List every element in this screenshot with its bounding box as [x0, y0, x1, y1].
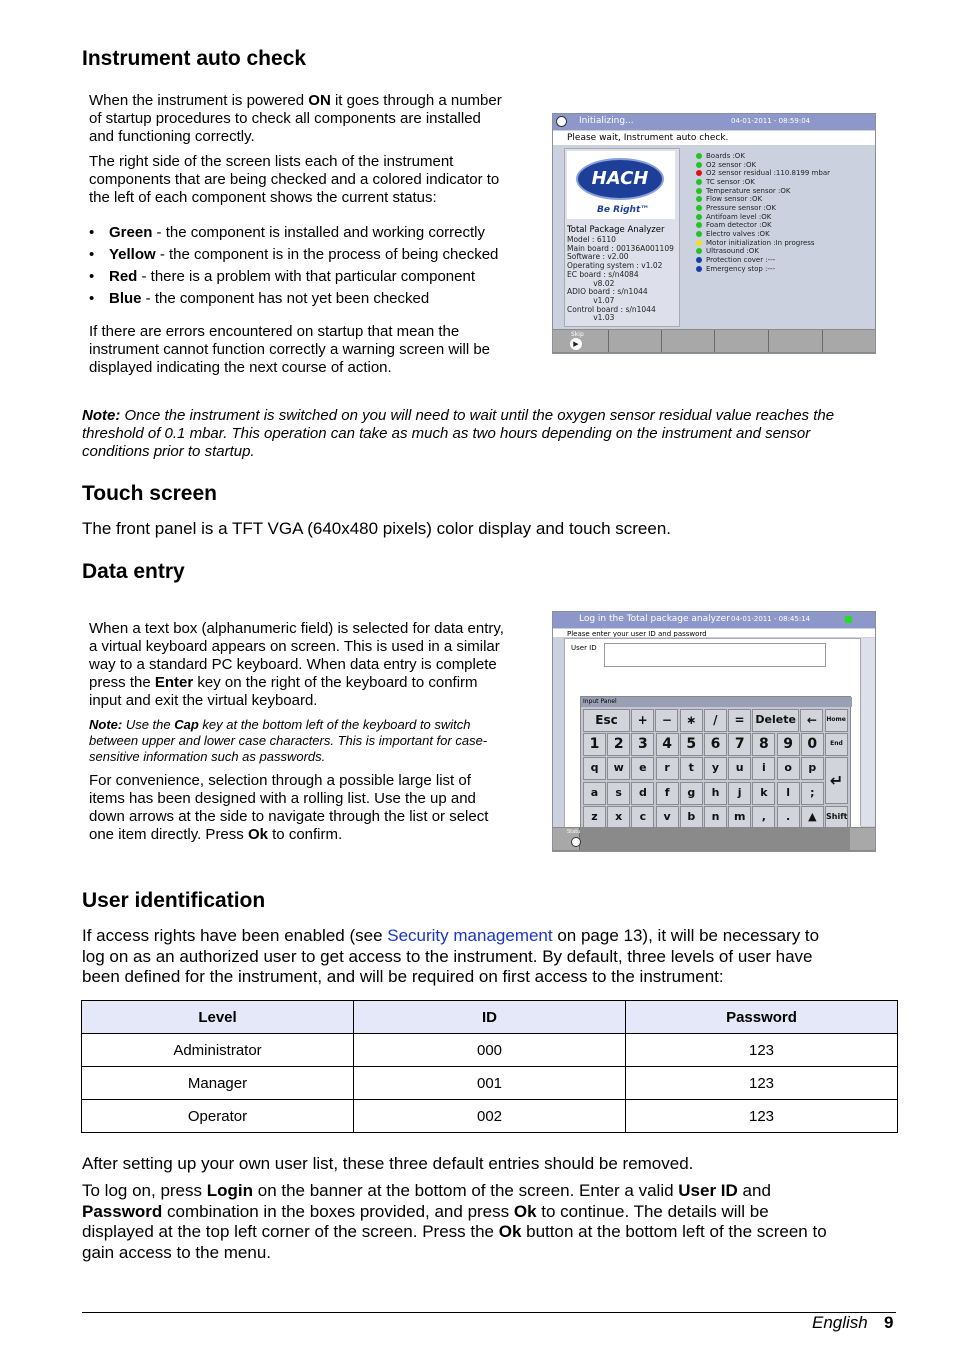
bold-text: Ok [513, 1201, 537, 1221]
keyboard-key[interactable]: − [655, 709, 678, 732]
text: If there are errors encountered on startup that mean the [89, 323, 460, 340]
keyboard-key[interactable]: u [728, 757, 751, 780]
user-id-paragraph-1 [82, 926, 912, 988]
status-dot-icon [696, 231, 702, 237]
text: log on as an authorized user to get access to the instrument. By default, three levels of user have [82, 946, 813, 966]
keyboard-key[interactable]: w [607, 757, 630, 780]
text: and functioning correctly. [89, 128, 255, 145]
touch-screen-paragraph: The front panel is a TFT VGA (640x480 pixels) color display and touch screen. [82, 519, 672, 538]
keyboard-key[interactable]: 6 [704, 733, 727, 756]
status-dot-icon [696, 248, 702, 254]
screen-title: Log in the Total package analyzer [579, 614, 730, 624]
table-row [82, 1100, 898, 1133]
keyboard-key[interactable]: j [728, 782, 751, 805]
note-label: Note: [82, 407, 121, 424]
text: When a text box (alphanumeric field) is selected for data entry, [89, 620, 504, 637]
keyboard-key[interactable]: s [607, 782, 630, 805]
play-icon: ▶ [570, 338, 582, 350]
scrollbar[interactable] [860, 638, 875, 826]
bold-text: User ID [678, 1181, 738, 1200]
keyboard-key[interactable]: x [607, 806, 630, 829]
status-dot-icon [696, 222, 702, 228]
info-line: Software : v2.00 [567, 252, 629, 262]
table-cell: 123 [626, 1067, 898, 1100]
bold-text: Login [206, 1181, 254, 1200]
list-item [89, 222, 539, 244]
info-line: v1.03 [567, 313, 615, 323]
bottom-button[interactable] [850, 828, 875, 850]
keyboard-key[interactable]: p [801, 757, 824, 780]
component-label: Pressure sensor :OK [706, 203, 776, 212]
screen-title-bar [553, 114, 875, 130]
keyboard-key[interactable]: y [704, 757, 727, 780]
component-status-item [696, 230, 830, 239]
component-status-item [696, 161, 830, 170]
bold-text: Blue [109, 290, 142, 307]
screen-bottom-bar [553, 827, 875, 851]
text: The right side of the screen lists each of the instrument [89, 153, 454, 170]
keyboard-key[interactable]: i [752, 757, 775, 780]
keyboard-key[interactable]: m [728, 806, 751, 829]
text: items has been designed with a rolling list. Use the up and [89, 790, 476, 807]
bold-text: Red [109, 268, 138, 285]
keyboard-key[interactable]: e [631, 757, 654, 780]
bottom-button[interactable] [609, 330, 662, 352]
table-header-row [82, 1001, 898, 1034]
text: on page 13), it will be necessary to [552, 926, 820, 945]
text: Use the [122, 717, 175, 732]
bold-text: Password [82, 1201, 163, 1221]
keyboard-key[interactable]: 5 [680, 733, 703, 756]
hach-logo [567, 151, 675, 219]
component-label: Antifoam level :OK [706, 212, 772, 221]
hach-logo-badge [576, 158, 664, 200]
screen-subtitle: Please wait, Instrument auto check. [567, 133, 729, 143]
table-row [82, 1034, 898, 1067]
component-label: TC sensor :OK [706, 177, 755, 186]
keyboard-key[interactable]: 9 [777, 733, 800, 756]
screen-title: Initializing... [579, 116, 634, 126]
device-info [567, 236, 674, 323]
component-status-item [696, 256, 830, 265]
data-entry-paragraph-1 [89, 620, 544, 710]
logo-tagline: Be Right™ [597, 205, 650, 215]
keyboard-key[interactable]: t [680, 757, 703, 780]
text: of startup procedures to check all components are installed [89, 110, 481, 127]
product-name: Total Package Analyzer [567, 225, 665, 235]
text: - the component is installed and working correctly [152, 224, 486, 241]
user-id-paragraph-3 [82, 1181, 912, 1263]
skip-button[interactable] [553, 330, 609, 352]
text: to confirm. [267, 826, 343, 843]
text: on the banner at the bottom of the screen. Enter a valid [253, 1181, 679, 1200]
info-line: ADIO board : s/n1044 [567, 287, 648, 297]
screen-title-bar [553, 612, 875, 628]
bold-text: Enter [154, 674, 194, 691]
bottom-button[interactable] [769, 330, 823, 352]
keyboard-key[interactable]: 0 [801, 733, 824, 756]
section-title-data-entry: Data entry [82, 560, 185, 583]
keyboard-key[interactable]: o [777, 757, 800, 780]
component-status-item [696, 195, 830, 204]
keyboard-key[interactable]: End [825, 733, 848, 756]
screen-bottom-bar [553, 329, 875, 353]
auto-check-paragraph-3 [89, 323, 539, 377]
keyboard-key[interactable]: c [631, 806, 654, 829]
table-cell: 123 [626, 1100, 898, 1133]
section-title-auto-check: Instrument auto check [82, 47, 307, 70]
component-status-item [696, 204, 830, 213]
component-label: Boards :OK [706, 152, 745, 160]
info-panel [564, 148, 680, 327]
keyboard-key[interactable]: ▲ [801, 806, 824, 829]
text: displayed at the top left corner of the screen. Press the [82, 1222, 499, 1241]
keyboard-key[interactable]: n [704, 806, 727, 829]
bottom-button[interactable] [715, 330, 769, 352]
keyboard-key[interactable]: Esc [583, 709, 630, 732]
status-dot-icon [696, 257, 702, 263]
text: key at the bottom left of the keyboard to switch [198, 717, 471, 732]
component-status-item [696, 265, 830, 274]
note-label: Note: [89, 717, 123, 732]
input-panel-title: Input Panel [581, 697, 852, 707]
table-cell: 000 [354, 1034, 626, 1067]
component-status-list [696, 152, 830, 273]
bold-text: ON [308, 92, 331, 109]
status-color-list [89, 222, 539, 310]
keyboard-key[interactable]: ← [800, 709, 823, 732]
info-line: Operating system : v1.02 [567, 261, 663, 271]
text: one item directly. Press [89, 826, 248, 843]
text: gain access to the menu. [82, 1242, 272, 1262]
table-cell: Manager [82, 1067, 354, 1100]
table-cell: 123 [626, 1034, 898, 1067]
text: Once the instrument is switched on you will need to wait until the oxygen sensor residual value reaches the [120, 407, 835, 424]
screen-datetime: 04-01-2011 - 08:45:14 [731, 615, 811, 623]
bold-text: Yellow [109, 246, 156, 263]
screen-subtitle-bar [553, 131, 875, 145]
text: input and exit the virtual keyboard. [89, 692, 318, 709]
text: If access rights have been enabled (see [82, 926, 388, 945]
keyboard-key[interactable]: 1 [583, 733, 606, 756]
keyboard-key[interactable]: 2 [607, 733, 630, 756]
status-dot-icon [696, 266, 702, 272]
component-status-item [696, 187, 830, 196]
text: conditions prior to startup. [82, 443, 255, 460]
status-dot-icon [696, 240, 702, 246]
keyboard-key[interactable]: 7 [728, 733, 751, 756]
status-dot-icon [696, 179, 702, 185]
component-status-item [696, 178, 830, 187]
component-label: O2 sensor :OK [706, 160, 757, 169]
text: sensitive information such as passwords. [89, 749, 326, 764]
bold-text: Ok [247, 826, 268, 843]
auto-check-paragraph-1 [89, 92, 539, 146]
screen-subtitle: Please enter your user ID and password [567, 630, 707, 637]
text: To log on, press [82, 1181, 207, 1200]
keyboard-key[interactable]: 8 [752, 733, 775, 756]
info-line: v8.02 [567, 278, 615, 288]
status-dot-icon [696, 196, 702, 202]
keyboard-key[interactable]: h [704, 782, 727, 805]
component-label: Temperature sensor :OK [706, 186, 791, 195]
enter-key[interactable]: ↵ [825, 757, 848, 804]
component-status-item [696, 247, 830, 256]
data-entry-note [89, 717, 544, 765]
keyboard-key[interactable]: l [777, 782, 800, 805]
bold-text: Cap [174, 717, 199, 732]
keyboard-key[interactable]: g [680, 782, 703, 805]
logo-text: HACH [591, 168, 649, 189]
login-keyboard-screenshot [552, 611, 876, 852]
data-entry-paragraph-2 [89, 772, 544, 844]
text: button at the bottom left of the screen to [521, 1222, 827, 1241]
text: components that are being checked and a colored indicator to [89, 171, 500, 188]
keyboard-key[interactable]: Shift [825, 806, 848, 829]
list-item [89, 266, 539, 288]
keyboard-key[interactable]: z [583, 806, 606, 829]
keyboard-key[interactable]: d [631, 782, 654, 805]
table-cell: Operator [82, 1100, 354, 1133]
component-status-item [696, 169, 830, 178]
section-title-user-identification: User identification [82, 889, 266, 912]
keyboard-key[interactable]: 3 [631, 733, 654, 756]
text: - the component has not yet been checked [141, 290, 430, 307]
info-line: Model : 6110 [567, 235, 616, 244]
table-cell: 001 [354, 1067, 626, 1100]
status-dot-icon [696, 214, 702, 220]
status-dot-icon [696, 205, 702, 211]
text: key on the right of the keyboard to confirm [193, 674, 478, 691]
keyboard-key[interactable]: ∗ [680, 709, 703, 732]
user-id-label: User ID [571, 644, 597, 652]
status-indicator-icon [845, 616, 852, 623]
status-dot-icon [696, 188, 702, 194]
text: it goes through a number [330, 92, 502, 109]
text: - there is a problem with that particular component [137, 268, 476, 285]
component-status-item [696, 239, 830, 248]
screen-datetime: 04-01-2011 - 08:59:04 [731, 117, 811, 125]
keyboard-key[interactable]: = [728, 709, 751, 732]
auto-check-screenshot [552, 113, 876, 354]
status-label: Statu [567, 829, 581, 835]
text: press the [89, 674, 155, 691]
keyboard-key[interactable]: q [583, 757, 606, 780]
list-item [89, 288, 539, 310]
keyboard-key[interactable]: / [704, 709, 727, 732]
screen-subtitle-bar [553, 629, 875, 637]
user-id-paragraph-2: After setting up your own user list, these three default entries should be removed. [82, 1154, 694, 1173]
table-cell: Administrator [82, 1034, 354, 1067]
text: For convenience, selection through a possible large list of [89, 772, 471, 789]
keyboard-key[interactable]: + [631, 709, 654, 732]
status-dot-icon [696, 170, 702, 176]
security-management-link[interactable]: Security management [387, 926, 553, 945]
keyboard-key[interactable]: . [777, 806, 800, 829]
text: down arrows at the side to navigate through the list or select [89, 808, 489, 825]
info-line: Main board : 00136A001109 [567, 243, 674, 253]
user-id-input[interactable] [604, 643, 826, 667]
bold-text: Green [109, 224, 153, 241]
component-label: O2 sensor residual :110.8199 mbar [706, 169, 830, 178]
component-status-item [696, 152, 830, 161]
keyboard-key[interactable]: v [656, 806, 679, 829]
status-button[interactable] [553, 828, 580, 850]
keyboard-key[interactable]: b [680, 806, 703, 829]
column-header: Level [82, 1001, 354, 1034]
text: instrument cannot function correctly a warning screen will be [89, 341, 491, 358]
text: a virtual keyboard appears on screen. This is used in a similar [89, 638, 500, 655]
keyboard-key[interactable]: a [583, 782, 606, 805]
text: been defined for the instrument, and will be required on first access to the instrument: [82, 967, 724, 986]
component-label: Motor initialization :In progress [706, 238, 815, 247]
info-line: Control board : s/n1044 [567, 304, 656, 314]
component-label: Flow sensor :OK [706, 195, 763, 204]
component-status-item [696, 221, 830, 230]
text: combination in the boxes provided, and press [162, 1201, 514, 1221]
keyboard-key[interactable]: k [752, 782, 775, 805]
component-label: Ultrasound :OK [706, 247, 759, 256]
bottom-button[interactable] [662, 330, 715, 352]
bold-text: Ok [498, 1222, 522, 1241]
auto-check-note [82, 407, 902, 461]
info-line: EC board : s/n4084 [567, 269, 639, 279]
footer-language: English [812, 1313, 868, 1332]
section-title-touch-screen: Touch screen [82, 482, 217, 505]
keyboard-key[interactable]: , [752, 806, 775, 829]
status-icon [571, 837, 581, 847]
default-users-table [81, 1000, 898, 1133]
table-cell: 002 [354, 1100, 626, 1133]
text: displayed indicating the next course of action. [89, 359, 392, 376]
skip-label: Skip [571, 331, 584, 338]
keyboard-key[interactable]: f [656, 782, 679, 805]
status-dot-icon [696, 162, 702, 168]
text: to continue. The details will be [536, 1201, 769, 1221]
auto-check-paragraph-2 [89, 153, 539, 207]
text: - the component is in the process of being checked [155, 246, 499, 263]
text: and [737, 1181, 771, 1200]
status-dot-icon [696, 153, 702, 159]
component-label: Protection cover :--- [706, 255, 776, 264]
keyboard-key[interactable]: r [656, 757, 679, 780]
text: threshold of 0.1 mbar. This operation can take as much as two hours depending on the instrument and sensor [82, 425, 811, 442]
keyboard-key[interactable]: ; [801, 782, 824, 805]
clock-icon [556, 116, 567, 127]
footer-rule [82, 1312, 896, 1313]
keyboard-key[interactable]: Home [825, 709, 848, 732]
column-header: Password [626, 1001, 898, 1034]
list-item [89, 244, 539, 266]
bottom-button[interactable] [823, 330, 875, 352]
component-status-item [696, 213, 830, 222]
text: the left of each component shows the current status: [89, 189, 437, 206]
component-label: Electro valves :OK [706, 229, 770, 238]
text: way to a standard PC keyboard. When data entry is complete [89, 656, 497, 673]
page-number: 9 [884, 1313, 894, 1332]
component-label: Foam detector :OK [706, 221, 772, 230]
keyboard-key[interactable]: 4 [656, 733, 679, 756]
text: between upper and lower case characters. This is important for case- [89, 733, 488, 748]
table-row [82, 1067, 898, 1100]
text: When the instrument is powered [89, 92, 309, 109]
column-header: ID [354, 1001, 626, 1034]
info-line: v1.07 [567, 295, 615, 305]
component-label: Emergency stop :--- [706, 264, 775, 273]
keyboard-key[interactable]: Delete [752, 709, 799, 732]
